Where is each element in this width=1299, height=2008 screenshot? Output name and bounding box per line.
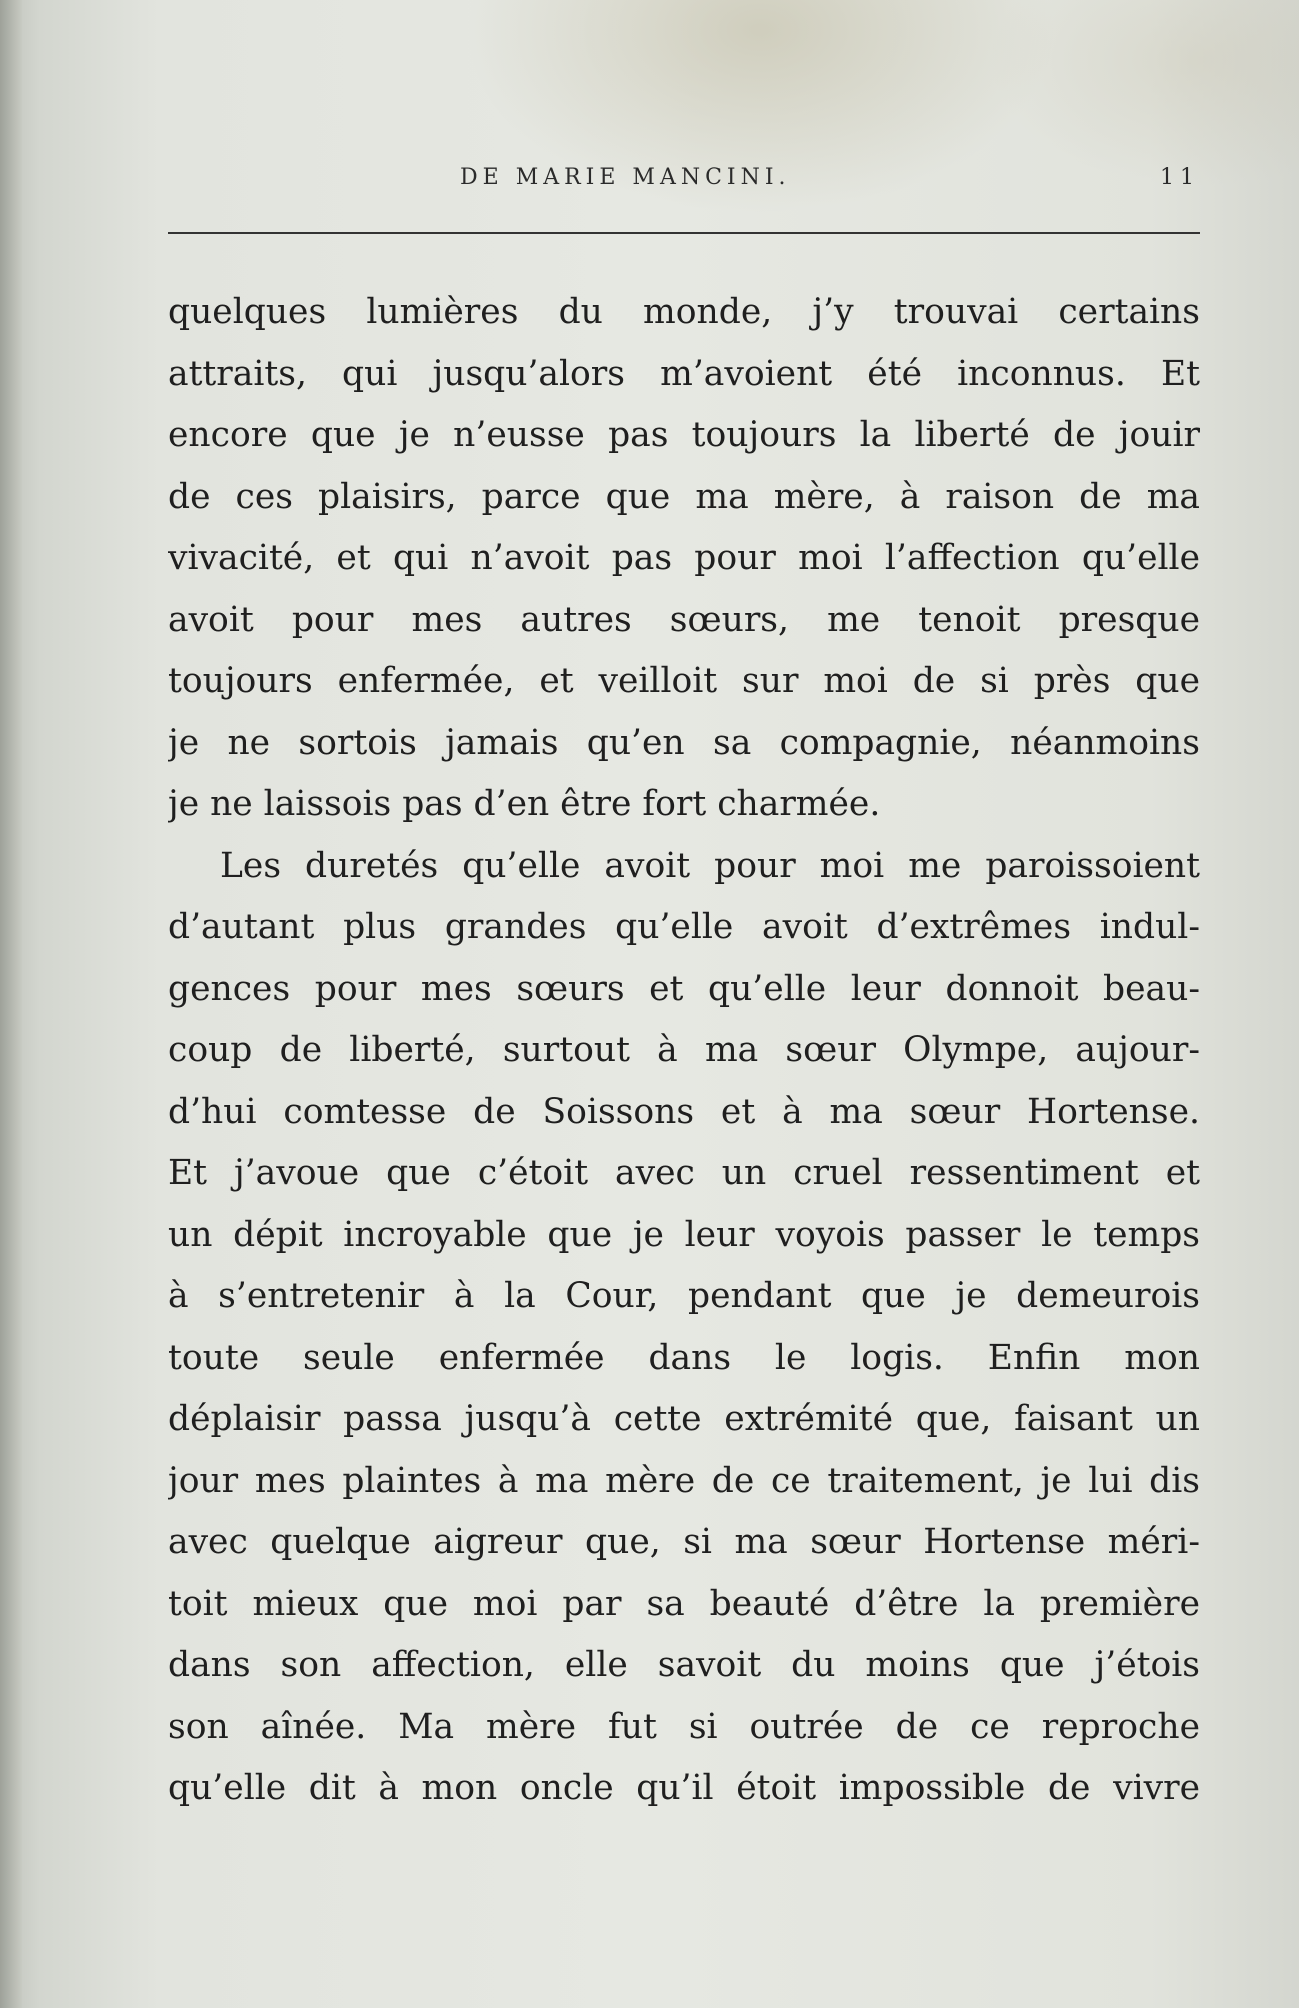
paragraph-end-line: je ne laissois pas d’en être fort charmée. bbox=[168, 784, 881, 824]
text-line: son aînée. Ma mère fut si outrée de ce reproche bbox=[168, 1706, 1200, 1747]
text-line: toute seule enfermée dans le logis. Enfin mon bbox=[168, 1337, 1200, 1378]
text-line: de ces plaisirs, parce que ma mère, à raison de ma bbox=[168, 476, 1200, 517]
text-line: toujours enfermée, et veilloit sur moi de si près que bbox=[168, 661, 1200, 701]
text-line: avec quelque aigreur que, si ma sœur Hortense méri- bbox=[168, 1522, 1200, 1562]
text-line: je ne sortois jamais qu’en sa compagnie, néanmoins bbox=[168, 722, 1200, 763]
text-line: toit mieux que moi par sa beauté d’être la première bbox=[168, 1583, 1200, 1624]
text-line: Et j’avoue que c’étoit avec un cruel ressentiment et bbox=[168, 1153, 1200, 1193]
text-line: vivacité, et qui n’avoit pas pour moi l’affection qu’elle bbox=[168, 538, 1200, 578]
text-line: avoit pour mes autres sœurs, me tenoit presque bbox=[168, 599, 1200, 640]
header-rule bbox=[168, 232, 1200, 234]
running-title: DE MARIE MANCINI. bbox=[460, 165, 791, 190]
text-line: gences pour mes sœurs et qu’elle leur donnoit beau- bbox=[168, 968, 1200, 1009]
text-line: quelques lumières du monde, j’y trouvai certains bbox=[168, 292, 1200, 332]
text-line: d’autant plus grandes qu’elle avoit d’extrêmes indul- bbox=[168, 907, 1200, 947]
text-line: coup de liberté, surtout à ma sœur Olympe, aujour- bbox=[168, 1030, 1200, 1070]
text-line: un dépit incroyable que je leur voyois passer le temps bbox=[168, 1214, 1200, 1255]
paragraph-start-line: Les duretés qu’elle avoit pour moi me paroissoient bbox=[220, 845, 1200, 886]
body-text bbox=[168, 282, 1200, 1820]
text-line: attraits, qui jusqu’alors m’avoient été inconnus. Et bbox=[168, 353, 1200, 394]
text-line: à s’entretenir à la Cour, pendant que je demeurois bbox=[168, 1276, 1200, 1316]
running-head bbox=[168, 165, 1200, 205]
page-number: 11 bbox=[1160, 165, 1200, 190]
book-gutter-shadow bbox=[0, 0, 22, 2008]
text-line: déplaisir passa jusqu’à cette extrémité que, faisant un bbox=[168, 1399, 1200, 1439]
text-line: jour mes plaintes à ma mère de ce traitement, je lui dis bbox=[168, 1460, 1200, 1501]
text-line: d’hui comtesse de Soissons et à ma sœur Hortense. bbox=[168, 1091, 1200, 1132]
text-line: qu’elle dit à mon oncle qu’il étoit impossible de vivre bbox=[168, 1768, 1200, 1808]
text-line: encore que je n’eusse pas toujours la liberté de jouir bbox=[168, 415, 1200, 455]
text-line: dans son affection, elle savoit du moins que j’étois bbox=[168, 1645, 1200, 1685]
